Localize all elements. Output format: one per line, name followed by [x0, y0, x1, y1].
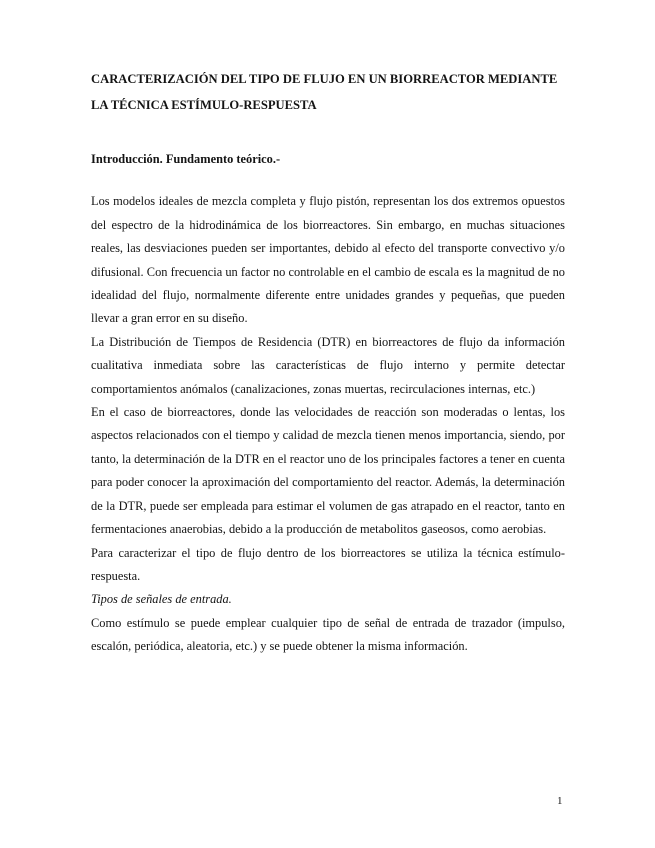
paragraph-ideal-models: Los modelos ideales de mezcla completa y flujo pistón, representan los dos extremos opuestos del espectro de la hidrodinámica de los biorreactores. Sin embargo, en muchas situaciones reales, las desviaciones pueden ser importantes, debido al efecto del transporte convectivo y/o difusional. Con frecuencia un factor no controlable en el cambio de escala es la magnitud de no idealidad del flujo, normalmente diferente entre unidades grandes y pequeñas, que pueden llevar a gran error en su diseño. [91, 194, 565, 326]
paragraph-stimulus-response: Para caracterizar el tipo de flujo dentro de los biorreactores se utiliza la técnica estímulo-respuesta. [91, 545, 565, 583]
document-title: CARACTERIZACIÓN DEL TIPO DE FLUJO EN UN BIORREACTOR MEDIANTE LA TÉCNICA ESTÍMULO-RESPUESTA [91, 72, 558, 112]
paragraph-dtr: La Distribución de Tiempos de Residencia (DTR) en biorreactores de flujo da información cualitativa inmediata sobre las características de flujo interno y permite detectar comportamientos anómalos (canalizaciones, zonas muertas, recirculaciones internas, etc.) [91, 334, 565, 396]
paragraph-stimulus-types: Como estímulo se puede emplear cualquier tipo de señal de entrada de trazador (impulso, escalón, periódica, aleatoria, etc.) y se puede obtener la misma información. [91, 615, 565, 654]
subheading-input-signals: Tipos de señales de entrada. [91, 592, 232, 607]
section-heading: Introducción. Fundamento teórico.- [91, 152, 281, 166]
document-page [91, 66, 565, 659]
page-number: 1 [557, 795, 563, 807]
paragraph-bioreactors: En el caso de biorreactores, donde las velocidades de reacción son moderadas o lentas, los aspectos relacionados con el tiempo y calidad de mezcla tienen menos importancia, siendo, por tanto, la determinación de la DTR en el reactor uno de los principales factores a tener en cuenta para poder conocer la aproximación del comportamiento del reactor. Además, la determinación de la DTR, puede ser empleada para estimar el volumen de gas atrapado en el reactor, tanto en fermentaciones anaerobias, debido a la producción de metabolitos gaseosos, como aerobias. [91, 405, 565, 537]
